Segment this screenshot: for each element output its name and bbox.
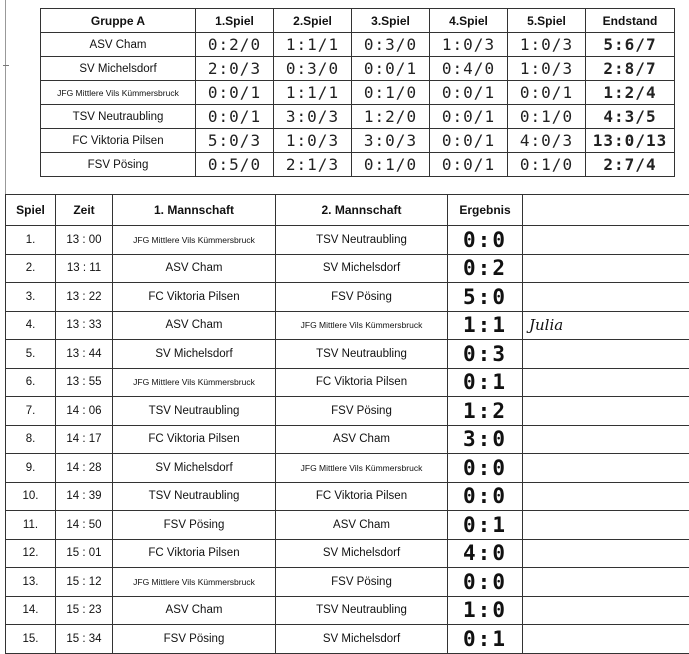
match-row — [6, 625, 689, 654]
schedule-header-cell: 2. Mannschaft — [276, 195, 448, 226]
match-number: 12. — [6, 539, 56, 568]
match-time: 14 : 17 — [56, 425, 113, 454]
match-time: 13 : 55 — [56, 368, 113, 397]
handwritten-game-result: 1:2/0 — [352, 105, 430, 129]
handwritten-match-result: 0:1 — [448, 511, 523, 540]
away-team: TSV Neutraubling — [276, 226, 448, 255]
standings-row — [41, 57, 675, 81]
handwritten-game-result: 0:5/0 — [196, 153, 274, 177]
match-row — [6, 311, 689, 340]
handwritten-match-result: 0:0 — [448, 568, 523, 597]
handwritten-game-result: 0:0/1 — [508, 81, 586, 105]
handwritten-game-result: 1:1/1 — [274, 33, 352, 57]
standings-header-cell: 2.Spiel — [274, 9, 352, 33]
handwritten-game-result: 1:0/3 — [508, 33, 586, 57]
handwritten-note — [523, 511, 689, 540]
away-team: JFG Mittlere Vils Kümmersbruck — [276, 311, 448, 340]
away-team: ASV Cham — [276, 425, 448, 454]
schedule-header-cell: Ergebnis — [448, 195, 523, 226]
handwritten-game-result: 0:1/0 — [508, 105, 586, 129]
match-time: 13 : 33 — [56, 311, 113, 340]
home-team: JFG Mittlere Vils Kümmersbruck — [113, 368, 276, 397]
match-number: 5. — [6, 340, 56, 369]
handwritten-match-result: 1:2 — [448, 397, 523, 426]
match-number: 8. — [6, 425, 56, 454]
standings-body — [41, 33, 675, 177]
match-row — [6, 340, 689, 369]
match-number: 3. — [6, 283, 56, 312]
match-number: 13. — [6, 568, 56, 597]
away-team: FC Viktoria Pilsen — [276, 368, 448, 397]
standings-row — [41, 33, 675, 57]
standings-header-cell: 3.Spiel — [352, 9, 430, 33]
handwritten-game-result: 0:2/0 — [196, 33, 274, 57]
match-number: 9. — [6, 454, 56, 483]
handwritten-game-result: 0:1/0 — [352, 81, 430, 105]
final-standing: 2:8/7 — [586, 57, 675, 81]
handwritten-game-result: 0:0/1 — [196, 81, 274, 105]
match-row — [6, 482, 689, 511]
handwritten-match-result: 0:0 — [448, 226, 523, 255]
match-number: 15. — [6, 625, 56, 654]
handwritten-note — [523, 596, 689, 625]
handwritten-note — [523, 397, 689, 426]
home-team: FC Viktoria Pilsen — [113, 425, 276, 454]
team-name: FSV Pösing — [41, 153, 196, 177]
handwritten-game-result: 0:1/0 — [352, 153, 430, 177]
team-name: JFG Mittlere Vils Kümmersbruck — [41, 81, 196, 105]
handwritten-note — [523, 482, 689, 511]
handwritten-note — [523, 539, 689, 568]
schedule-header-row — [6, 195, 689, 226]
final-standing: 13:0/13 — [586, 129, 675, 153]
team-name: TSV Neutraubling — [41, 105, 196, 129]
handwritten-game-result: 0:1/0 — [508, 153, 586, 177]
standings-header-cell: 1.Spiel — [196, 9, 274, 33]
handwritten-match-result: 0:1 — [448, 368, 523, 397]
match-number: 2. — [6, 254, 56, 283]
away-team: FSV Pösing — [276, 397, 448, 426]
schedule-body — [6, 226, 689, 654]
away-team: SV Michelsdorf — [276, 254, 448, 283]
match-time: 14 : 06 — [56, 397, 113, 426]
handwritten-game-result: 1:1/1 — [274, 81, 352, 105]
match-time: 13 : 44 — [56, 340, 113, 369]
handwritten-game-result: 0:3/0 — [352, 33, 430, 57]
match-time: 15 : 34 — [56, 625, 113, 654]
handwritten-note — [523, 625, 689, 654]
handwritten-match-result: 0:2 — [448, 254, 523, 283]
page-edge-tick — [3, 65, 9, 66]
handwritten-note — [523, 226, 689, 255]
handwritten-game-result: 0:0/1 — [352, 57, 430, 81]
away-team: FSV Pösing — [276, 283, 448, 312]
match-time: 13 : 00 — [56, 226, 113, 255]
handwritten-match-result: 3:0 — [448, 425, 523, 454]
match-time: 15 : 12 — [56, 568, 113, 597]
home-team: JFG Mittlere Vils Kümmersbruck — [113, 226, 276, 255]
handwritten-match-result: 0:0 — [448, 482, 523, 511]
standings-header-cell: Gruppe A — [41, 9, 196, 33]
match-row — [6, 568, 689, 597]
handwritten-game-result: 1:0/3 — [508, 57, 586, 81]
match-row — [6, 397, 689, 426]
match-row — [6, 254, 689, 283]
handwritten-note — [523, 425, 689, 454]
away-team: JFG Mittlere Vils Kümmersbruck — [276, 454, 448, 483]
final-standing: 4:3/5 — [586, 105, 675, 129]
match-schedule-table — [5, 194, 689, 654]
standings-header-cell: 5.Spiel — [508, 9, 586, 33]
handwritten-game-result: 0:3/0 — [274, 57, 352, 81]
standings-row — [41, 129, 675, 153]
match-number: 7. — [6, 397, 56, 426]
handwritten-match-result: 0:3 — [448, 340, 523, 369]
schedule-header-cell: Spiel — [6, 195, 56, 226]
handwritten-game-result: 0:0/1 — [196, 105, 274, 129]
home-team: TSV Neutraubling — [113, 482, 276, 511]
handwritten-game-result: 1:0/3 — [430, 33, 508, 57]
handwritten-game-result: 0:4/0 — [430, 57, 508, 81]
match-row — [6, 283, 689, 312]
match-number: 1. — [6, 226, 56, 255]
match-row — [6, 425, 689, 454]
home-team: FC Viktoria Pilsen — [113, 283, 276, 312]
home-team: SV Michelsdorf — [113, 340, 276, 369]
handwritten-game-result: 0:0/1 — [430, 153, 508, 177]
match-time: 14 : 50 — [56, 511, 113, 540]
handwritten-note — [523, 254, 689, 283]
handwritten-game-result: 2:1/3 — [274, 153, 352, 177]
match-row — [6, 596, 689, 625]
handwritten-game-result: 0:0/1 — [430, 105, 508, 129]
home-team: JFG Mittlere Vils Kümmersbruck — [113, 568, 276, 597]
handwritten-note — [523, 568, 689, 597]
match-row — [6, 454, 689, 483]
match-number: 14. — [6, 596, 56, 625]
match-row — [6, 368, 689, 397]
handwritten-game-result: 1:0/3 — [274, 129, 352, 153]
handwritten-match-result: 4:0 — [448, 539, 523, 568]
final-standing: 2:7/4 — [586, 153, 675, 177]
handwritten-game-result: 5:0/3 — [196, 129, 274, 153]
match-time: 14 : 39 — [56, 482, 113, 511]
match-time: 13 : 22 — [56, 283, 113, 312]
home-team: FSV Pösing — [113, 625, 276, 654]
match-time: 15 : 01 — [56, 539, 113, 568]
match-time: 14 : 28 — [56, 454, 113, 483]
handwritten-game-result: 4:0/3 — [508, 129, 586, 153]
away-team: TSV Neutraubling — [276, 340, 448, 369]
standings-header-cell: Endstand — [586, 9, 675, 33]
final-standing: 1:2/4 — [586, 81, 675, 105]
handwritten-match-result: 0:1 — [448, 625, 523, 654]
away-team: TSV Neutraubling — [276, 596, 448, 625]
away-team: SV Michelsdorf — [276, 539, 448, 568]
home-team: ASV Cham — [113, 311, 276, 340]
group-standings-table — [40, 8, 675, 177]
match-number: 11. — [6, 511, 56, 540]
match-time: 13 : 11 — [56, 254, 113, 283]
handwritten-match-result: 5:0 — [448, 283, 523, 312]
team-name: SV Michelsdorf — [41, 57, 196, 81]
handwritten-note — [523, 283, 689, 312]
match-row — [6, 511, 689, 540]
handwritten-game-result: 0:0/1 — [430, 129, 508, 153]
handwritten-match-result: 1:1 — [448, 311, 523, 340]
standings-header-row — [41, 9, 675, 33]
away-team: FC Viktoria Pilsen — [276, 482, 448, 511]
handwritten-note — [523, 368, 689, 397]
handwritten-game-result: 3:0/3 — [274, 105, 352, 129]
handwritten-match-result: 0:0 — [448, 454, 523, 483]
final-standing: 5:6/7 — [586, 33, 675, 57]
home-team: FSV Pösing — [113, 511, 276, 540]
handwritten-game-result: 0:0/1 — [430, 81, 508, 105]
team-name: FC Viktoria Pilsen — [41, 129, 196, 153]
home-team: SV Michelsdorf — [113, 454, 276, 483]
match-number: 6. — [6, 368, 56, 397]
home-team: FC Viktoria Pilsen — [113, 539, 276, 568]
match-number: 10. — [6, 482, 56, 511]
home-team: ASV Cham — [113, 254, 276, 283]
home-team: TSV Neutraubling — [113, 397, 276, 426]
match-row — [6, 226, 689, 255]
handwritten-note: Julia — [523, 311, 689, 340]
handwritten-note — [523, 340, 689, 369]
standings-header-cell: 4.Spiel — [430, 9, 508, 33]
schedule-header-cell: Zeit — [56, 195, 113, 226]
match-row — [6, 539, 689, 568]
handwritten-match-result: 1:0 — [448, 596, 523, 625]
schedule-header-cell: 1. Mannschaft — [113, 195, 276, 226]
standings-row — [41, 105, 675, 129]
match-time: 15 : 23 — [56, 596, 113, 625]
away-team: FSV Pösing — [276, 568, 448, 597]
handwritten-note — [523, 454, 689, 483]
team-name: ASV Cham — [41, 33, 196, 57]
away-team: ASV Cham — [276, 511, 448, 540]
handwritten-game-result: 3:0/3 — [352, 129, 430, 153]
away-team: SV Michelsdorf — [276, 625, 448, 654]
standings-row — [41, 81, 675, 105]
match-number: 4. — [6, 311, 56, 340]
standings-row — [41, 153, 675, 177]
handwritten-game-result: 2:0/3 — [196, 57, 274, 81]
schedule-header-cell — [523, 195, 689, 226]
home-team: ASV Cham — [113, 596, 276, 625]
